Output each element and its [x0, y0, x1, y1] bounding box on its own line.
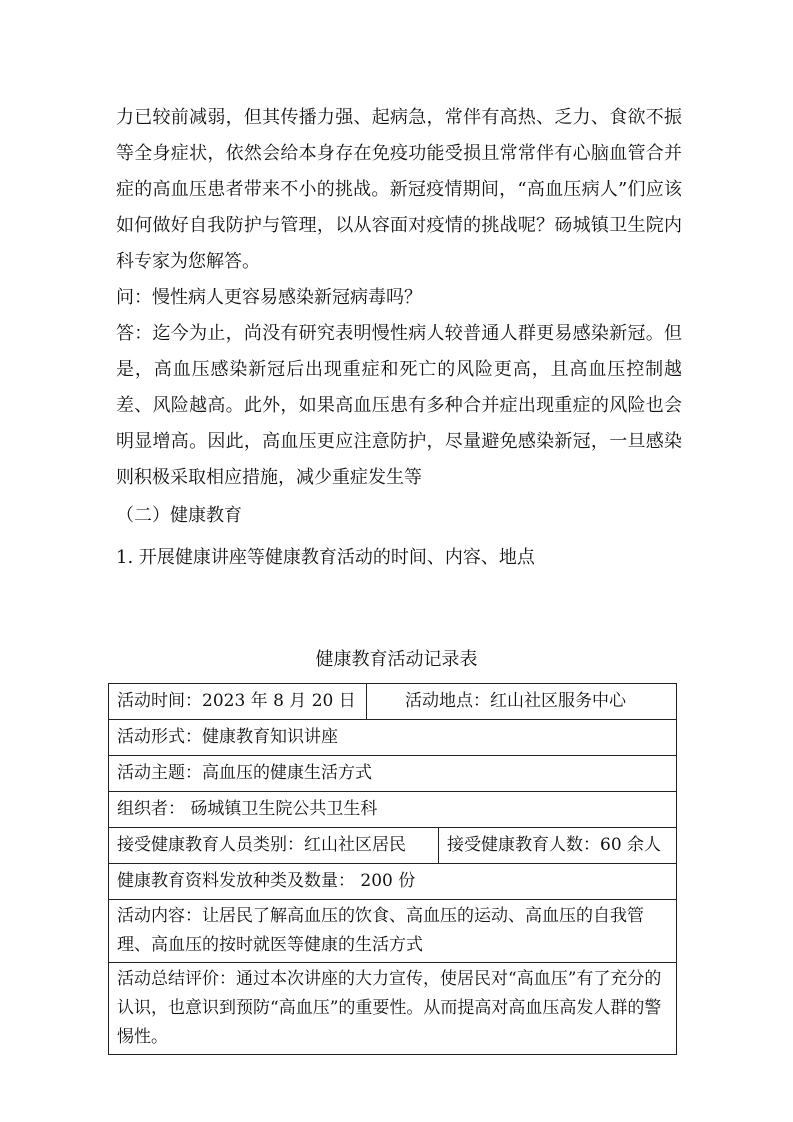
paragraph-intro: 力已较前减弱，但其传播力强、起病急，常伴有高热、乏力、食欲不振等全身症状，依然会给本身存在免疫功能受损且常常伴有心脑血管合并症的高血压患者带来不小的挑战。新冠疫情期间，“高血压病人”们应该如何做好自我防护与管理，以从容面对疫情的挑战呢？砀城镇卫生院内科专家为您解答。 [116, 107, 682, 272]
table-row [109, 900, 677, 963]
table-row [109, 828, 677, 864]
cell-organizer: 组织者： 砀城镇卫生院公共卫生科 [109, 792, 677, 828]
table-row [109, 756, 677, 792]
table-row [109, 684, 677, 720]
table-row [109, 792, 677, 828]
body-text [116, 100, 682, 576]
paragraph-answer: 答：迄今为止，尚没有研究表明慢性病人较普通人群更易感染新冠。但是，高血压感染新冠后出现重症和死亡的风险更高，且高血压控制越差、风险越高。此外，如果高血压患有多种合并症出现重症的风险也会明显增高。因此，高血压更应注意防护，尽量避免感染新冠，一旦感染则积极采取相应措施，减少重症发生等 [116, 323, 682, 488]
cell-content: 活动内容：让居民了解高血压的饮食、高血压的运动、高血压的自我管理、高血压的按时就医等健康的生活方式 [109, 900, 677, 963]
cell-materials: 健康教育资料发放种类及数量： 200 份 [109, 864, 677, 900]
section-heading: （二）健康教育 [116, 505, 242, 526]
activity-record-table [108, 683, 677, 1055]
cell-audience-count: 接受健康教育人数：60 余人 [439, 828, 677, 864]
cell-time: 活动时间：2023 年 8 月 20 日 [109, 684, 367, 720]
table-row [109, 720, 677, 756]
cell-theme: 活动主题：高血压的健康生活方式 [109, 756, 677, 792]
paragraph-question: 问：慢性病人更容易感染新冠病毒吗？ [116, 287, 422, 308]
table-row [109, 963, 677, 1055]
list-item-1: 1. 开展健康讲座等健康教育活动的时间、内容、地点 [116, 547, 535, 568]
cell-audience-type: 接受健康教育人员类别：红山社区居民 [109, 828, 439, 864]
table-row [109, 864, 677, 900]
cell-evaluation: 活动总结评价：通过本次讲座的大力宣传，使居民对“高血压”有了充分的认识，也意识到预防“高血压”的重要性。从而提高对高血压高发人群的警惕性。 [109, 963, 677, 1055]
table-title: 健康教育活动记录表 [315, 649, 478, 670]
cell-location: 活动地点：红山社区服务中心 [367, 684, 677, 720]
cell-form: 活动形式：健康教育知识讲座 [109, 720, 677, 756]
